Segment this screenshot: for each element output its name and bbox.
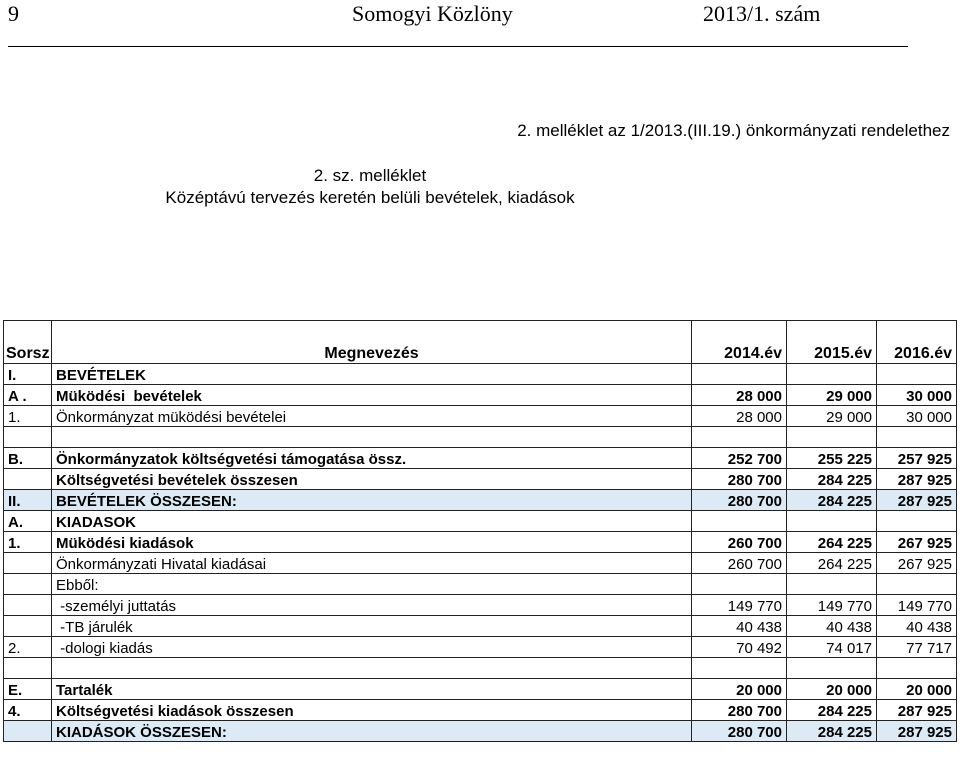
- cell-code: 2.: [4, 637, 52, 658]
- cell-2014: 260 700: [692, 532, 787, 553]
- table-body: [4, 364, 957, 742]
- cell-2014: 280 700: [692, 700, 787, 721]
- cell-code: E.: [4, 679, 52, 700]
- col-header-megnevezes: Megnevezés: [52, 321, 692, 364]
- col-header-2016: 2016.év: [877, 321, 957, 364]
- cell-2016: 257 925: [877, 448, 957, 469]
- cell-code: 1.: [4, 532, 52, 553]
- cell-2016: 287 925: [877, 469, 957, 490]
- issue-label: 2013/1. szám: [703, 1, 821, 26]
- cell-2016: [877, 427, 957, 448]
- budget-table: [3, 320, 957, 742]
- cell-name: KIADÁSOK ÖSSZESEN:: [52, 721, 692, 742]
- cell-2016: 20 000: [877, 679, 957, 700]
- cell-2016: 40 438: [877, 616, 957, 637]
- cell-2014: 40 438: [692, 616, 787, 637]
- cell-code: [4, 553, 52, 574]
- cell-2015: [787, 364, 877, 385]
- table-row: [4, 574, 957, 595]
- cell-2014: 280 700: [692, 721, 787, 742]
- cell-name: Önkormányzat müködési bevételei: [52, 406, 692, 427]
- cell-2014: 260 700: [692, 553, 787, 574]
- cell-2015: 284 225: [787, 469, 877, 490]
- cell-2014: [692, 574, 787, 595]
- cell-2014: 252 700: [692, 448, 787, 469]
- table-row: [4, 658, 957, 679]
- table-row: [4, 532, 957, 553]
- cell-2015: 149 770: [787, 595, 877, 616]
- cell-2015: [787, 574, 877, 595]
- cell-2014: 28 000: [692, 406, 787, 427]
- cell-name: Önkormányzatok költségvetési támogatása össz.: [52, 448, 692, 469]
- table-row: [4, 427, 957, 448]
- cell-2014: [692, 364, 787, 385]
- cell-name: [52, 658, 692, 679]
- cell-2015: 40 438: [787, 616, 877, 637]
- cell-name: Költségvetési kiadások összesen: [52, 700, 692, 721]
- publication-title: Somogyi Közlöny: [352, 1, 513, 26]
- cell-code: A .: [4, 385, 52, 406]
- cell-2014: [692, 511, 787, 532]
- cell-2014: [692, 427, 787, 448]
- cell-name: Müködési bevételek: [52, 385, 692, 406]
- cell-name: [52, 427, 692, 448]
- cell-name: Tartalék: [52, 679, 692, 700]
- table-row: [4, 448, 957, 469]
- cell-code: [4, 595, 52, 616]
- cell-2015: 284 225: [787, 700, 877, 721]
- cell-name: Költségvetési bevételek összesen: [52, 469, 692, 490]
- table-row: [4, 595, 957, 616]
- cell-2016: [877, 364, 957, 385]
- cell-name: -TB járulék: [52, 616, 692, 637]
- cell-code: [4, 616, 52, 637]
- title-line-2: Középtávú tervezés keretén belüli bevételek, kiadások: [165, 188, 575, 207]
- cell-2015: 284 225: [787, 490, 877, 511]
- col-header-2015: 2015.év: [787, 321, 877, 364]
- page-number: 9: [8, 1, 19, 26]
- cell-2016: [877, 574, 957, 595]
- cell-2014: 280 700: [692, 490, 787, 511]
- cell-2015: [787, 511, 877, 532]
- cell-name: BEVÉTELEK: [52, 364, 692, 385]
- cell-code: 4.: [4, 700, 52, 721]
- page-header: [0, 0, 960, 30]
- table-row: [4, 385, 957, 406]
- cell-name: BEVÉTELEK ÖSSZESEN:: [52, 490, 692, 511]
- table-row: [4, 553, 957, 574]
- cell-2015: 29 000: [787, 385, 877, 406]
- cell-2016: 287 925: [877, 721, 957, 742]
- table-row: [4, 721, 957, 742]
- cell-2014: 149 770: [692, 595, 787, 616]
- cell-code: [4, 721, 52, 742]
- table-row: [4, 490, 957, 511]
- cell-2016: 267 925: [877, 553, 957, 574]
- cell-2016: 287 925: [877, 490, 957, 511]
- cell-name: Ebből:: [52, 574, 692, 595]
- cell-2016: 149 770: [877, 595, 957, 616]
- table-row: [4, 511, 957, 532]
- table-row: [4, 679, 957, 700]
- col-header-sorsz: Sorsz: [4, 321, 52, 364]
- cell-name: Müködési kiadások: [52, 532, 692, 553]
- cell-2016: 287 925: [877, 700, 957, 721]
- cell-2016: 267 925: [877, 532, 957, 553]
- document-title: [160, 165, 580, 209]
- cell-2015: 264 225: [787, 553, 877, 574]
- cell-2014: 20 000: [692, 679, 787, 700]
- cell-code: II.: [4, 490, 52, 511]
- annex-reference: 2. melléklet az 1/2013.(III.19.) önkormányzati rendelethez: [517, 121, 950, 140]
- table-row: [4, 637, 957, 658]
- cell-name: Önkormányzati Hivatal kiadásai: [52, 553, 692, 574]
- cell-2016: [877, 511, 957, 532]
- table-row: [4, 364, 957, 385]
- table-row: [4, 616, 957, 637]
- cell-code: B.: [4, 448, 52, 469]
- cell-2016: 77 717: [877, 637, 957, 658]
- col-header-2014: 2014.év: [692, 321, 787, 364]
- cell-2016: 30 000: [877, 406, 957, 427]
- cell-2016: [877, 658, 957, 679]
- cell-2014: 70 492: [692, 637, 787, 658]
- table-row: [4, 406, 957, 427]
- cell-code: I.: [4, 364, 52, 385]
- cell-2014: [692, 658, 787, 679]
- cell-2015: 20 000: [787, 679, 877, 700]
- cell-code: 1.: [4, 406, 52, 427]
- cell-2015: [787, 658, 877, 679]
- cell-2015: 255 225: [787, 448, 877, 469]
- cell-2015: 29 000: [787, 406, 877, 427]
- table-row: [4, 700, 957, 721]
- cell-2016: 30 000: [877, 385, 957, 406]
- cell-code: [4, 658, 52, 679]
- cell-2014: 280 700: [692, 469, 787, 490]
- cell-2015: 284 225: [787, 721, 877, 742]
- cell-2015: [787, 427, 877, 448]
- cell-2015: 74 017: [787, 637, 877, 658]
- table-header-row: [4, 321, 957, 364]
- cell-name: KIADASOK: [52, 511, 692, 532]
- cell-code: [4, 469, 52, 490]
- cell-code: [4, 574, 52, 595]
- cell-2015: 264 225: [787, 532, 877, 553]
- cell-code: A.: [4, 511, 52, 532]
- cell-name: -dologi kiadás: [52, 637, 692, 658]
- table-row: [4, 469, 957, 490]
- cell-2014: 28 000: [692, 385, 787, 406]
- title-line-1: 2. sz. melléklet: [313, 166, 427, 185]
- cell-name: -személyi juttatás: [52, 595, 692, 616]
- cell-code: [4, 427, 52, 448]
- header-rule: [8, 46, 908, 47]
